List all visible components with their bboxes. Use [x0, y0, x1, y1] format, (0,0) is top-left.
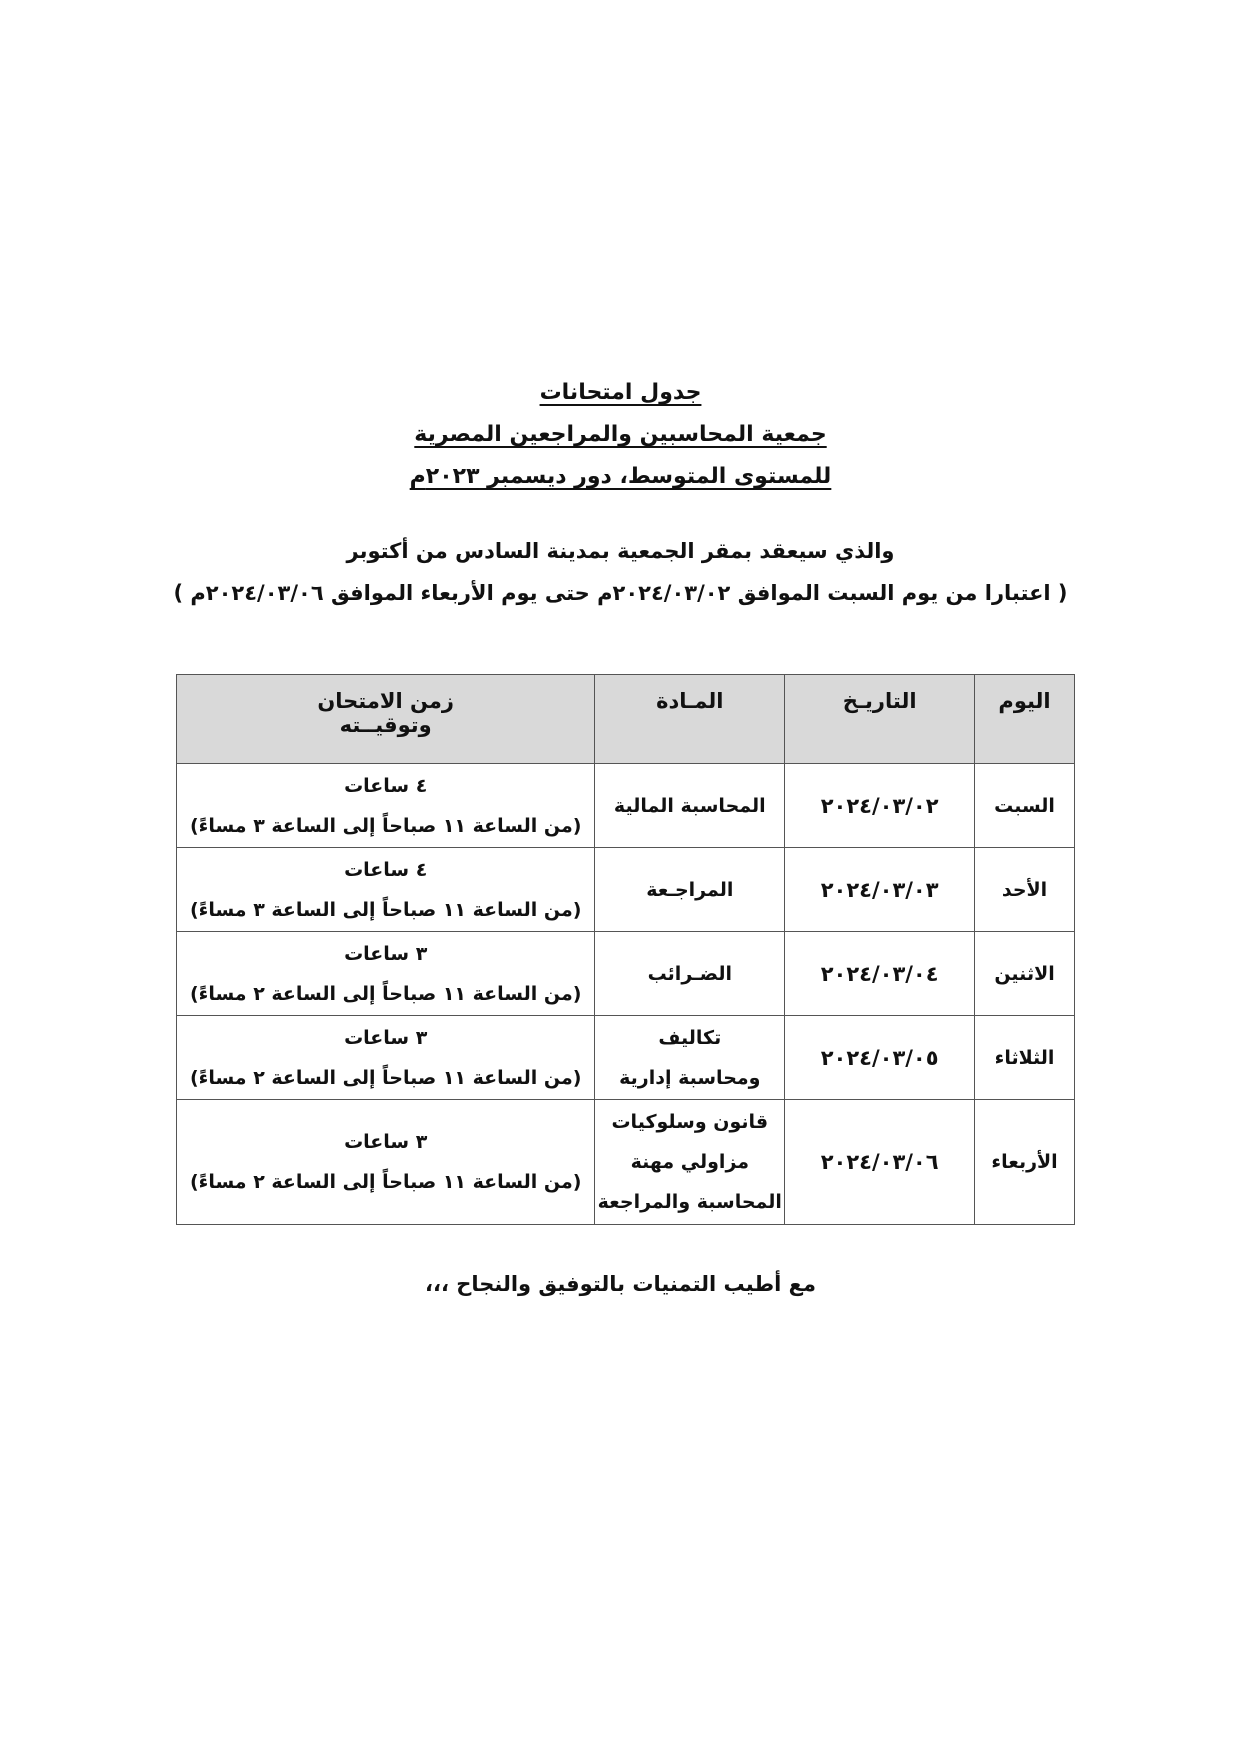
intro-block — [0, 530, 1241, 614]
day-cell: الاثنين — [975, 932, 1075, 1016]
exam-time-cell — [177, 764, 595, 848]
day-cell: الأحد — [975, 848, 1075, 932]
closing-wishes: مع أطيب التمنيات بالتوفيق والنجاح ،،، — [425, 1272, 816, 1296]
subject-line: ومحاسبة إدارية — [619, 1066, 761, 1089]
day-cell: السبت — [975, 764, 1075, 848]
intro-location: والذي سيعقد بمقر الجمعية بمدينة السادس من أكتوبر — [346, 539, 895, 563]
duration-text: ٣ ساعات — [344, 1131, 428, 1153]
date-cell: ٢٠٢٤/٠٣/٠٢ — [785, 764, 975, 848]
subject-cell — [595, 1016, 785, 1100]
subject-cell — [595, 1100, 785, 1225]
header-exam-time-line2: وتوقيــته — [339, 713, 432, 737]
table-row — [177, 1016, 1075, 1100]
date-cell: ٢٠٢٤/٠٣/٠٣ — [785, 848, 975, 932]
hours-text: (من الساعة ١١ صباحاً إلى الساعة ٢ مساءً) — [189, 982, 582, 1005]
hours-text: (من الساعة ١١ صباحاً إلى الساعة ٢ مساءً) — [189, 1171, 582, 1193]
document-title-block — [0, 372, 1241, 498]
date-cell: ٢٠٢٤/٠٣/٠٤ — [785, 932, 975, 1016]
hours-text: (من الساعة ١١ صباحاً إلى الساعة ٢ مساءً) — [189, 1066, 582, 1089]
header-day: اليوم — [975, 675, 1075, 764]
subject-line: مزاولي مهنة — [630, 1151, 750, 1173]
exam-time-cell — [177, 1100, 595, 1225]
exam-time-cell — [177, 1016, 595, 1100]
date-cell: ٢٠٢٤/٠٣/٠٦ — [785, 1100, 975, 1225]
subject-cell — [595, 932, 785, 1016]
duration-text: ٤ ساعات — [344, 774, 428, 797]
day-cell: الأربعاء — [975, 1100, 1075, 1225]
header-date: التاريـخ — [785, 675, 975, 764]
subject-cell — [595, 848, 785, 932]
duration-text: ٤ ساعات — [344, 858, 428, 881]
subject-line: تكاليف — [658, 1026, 722, 1049]
table-row — [177, 764, 1075, 848]
subject-line: المراجـعة — [646, 878, 734, 901]
subject-cell — [595, 764, 785, 848]
title-level-session: للمستوى المتوسط، دور ديسمبر ٢٠٢٣م — [409, 464, 832, 489]
date-cell: ٢٠٢٤/٠٣/٠٥ — [785, 1016, 975, 1100]
exam-time-cell — [177, 932, 595, 1016]
day-cell: الثلاثاء — [975, 1016, 1075, 1100]
header-exam-time — [177, 675, 595, 764]
subject-line: المحاسبة والمراجعة — [597, 1191, 782, 1213]
subject-line: المحاسبة المالية — [613, 794, 766, 817]
exam-time-cell — [177, 848, 595, 932]
subject-line: الضـرائب — [647, 962, 733, 985]
intro-date-range: ( اعتبارا من يوم السبت الموافق ٢٠٢٤/٠٣/٠٢م حتى يوم الأربعاء الموافق ٢٠٢٤/٠٣/٠٦م ) — [173, 581, 1068, 605]
title-organization: جمعية المحاسبين والمراجعين المصرية — [414, 422, 827, 447]
title-exam-schedule: جدول امتحانات — [539, 380, 702, 405]
subject-line: قانون وسلوكيات — [611, 1111, 769, 1133]
header-subject: المـادة — [595, 675, 785, 764]
duration-text: ٣ ساعات — [344, 942, 428, 965]
hours-text: (من الساعة ١١ صباحاً إلى الساعة ٣ مساءً) — [189, 814, 582, 837]
table-row — [177, 1100, 1075, 1225]
exam-schedule-table — [176, 674, 1075, 1225]
table-header-row — [177, 675, 1075, 764]
header-exam-time-line1: زمن الامتحان — [317, 689, 455, 713]
hours-text: (من الساعة ١١ صباحاً إلى الساعة ٣ مساءً) — [189, 898, 582, 921]
table-row — [177, 848, 1075, 932]
table-row — [177, 932, 1075, 1016]
duration-text: ٣ ساعات — [344, 1026, 428, 1049]
